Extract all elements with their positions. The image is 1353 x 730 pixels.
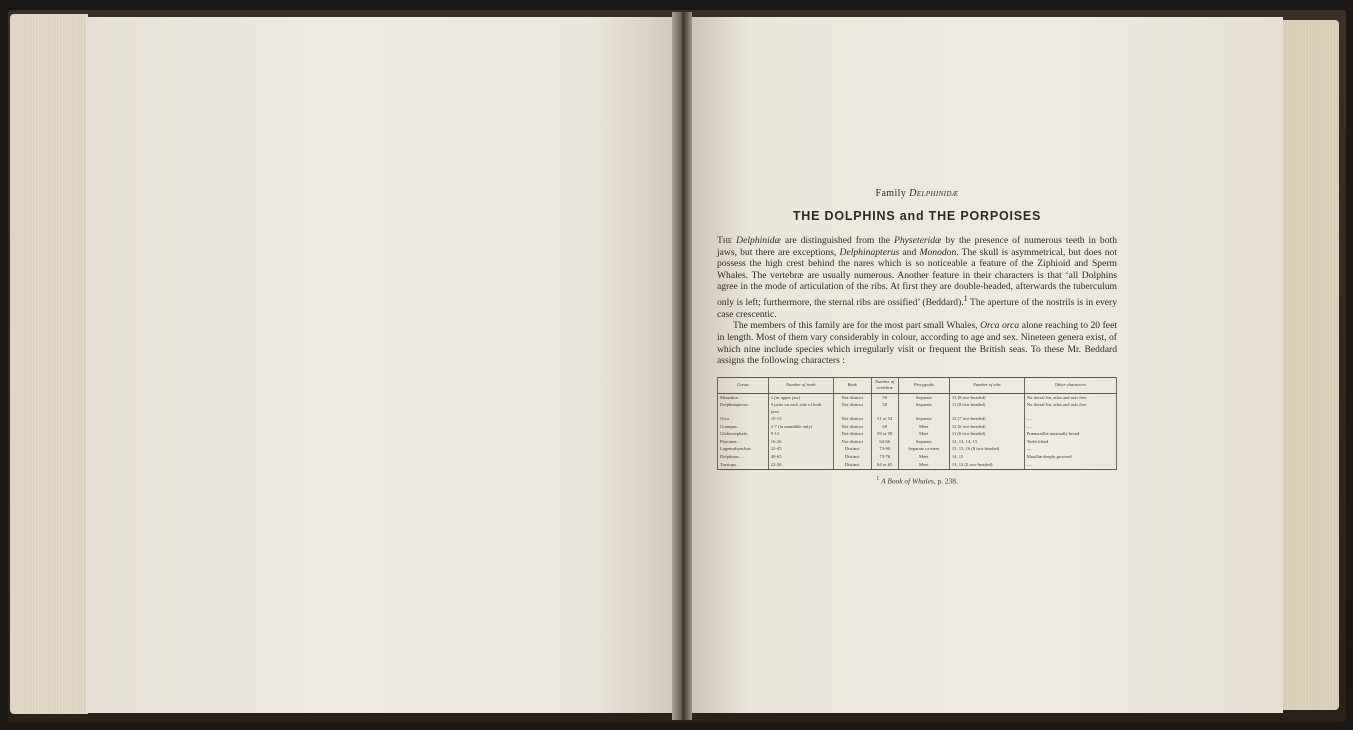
table-row bbox=[718, 446, 1117, 454]
table-cell: 12 (6 two-headed) bbox=[949, 423, 1024, 431]
table-cell: Delphinapterus . bbox=[718, 402, 769, 416]
table-cell: Lagenorhynchus bbox=[718, 446, 769, 454]
text-run: . The skull is asymmetrical, but does not possess the high crest behind the nares which is so noticeable a feature of the Ziphioid and Sperm Whales. The vertebræ are usually numerous. Another feature in their characters is that ‘all Dolphins agree in the mode of articulation of the ribs. At first they are double-headed, afterwards the tuberculum only is left; furthermore, the sternal ribs are ossified’ (Beddard). bbox=[717, 246, 1118, 309]
table-cell: Separate bbox=[898, 416, 949, 424]
italic-term: Orca orca bbox=[980, 320, 1020, 332]
table-cell: — bbox=[1024, 446, 1116, 454]
table-cell: 64-66 bbox=[871, 438, 898, 446]
page-content bbox=[717, 188, 1117, 493]
table-cell: 50 bbox=[871, 402, 898, 416]
running-header bbox=[717, 188, 1117, 199]
table-cell: Tursiops . . bbox=[718, 461, 769, 469]
table-row bbox=[718, 402, 1117, 416]
table-cell: Distinct bbox=[833, 446, 871, 454]
column-header: Beak bbox=[833, 377, 871, 393]
paragraph-1 bbox=[717, 235, 1117, 320]
table-cell: 73-90 bbox=[871, 446, 898, 454]
italic-term: Delphinapterus bbox=[839, 246, 900, 258]
footnote-marker: 1 bbox=[963, 293, 968, 303]
table-cell: Orca . . bbox=[718, 416, 769, 424]
table-cell: Separate or meet bbox=[898, 446, 949, 454]
italic-term: Physeteridæ bbox=[894, 235, 942, 246]
opening-word: The bbox=[717, 235, 733, 246]
table-row bbox=[718, 431, 1117, 439]
column-header: Genus bbox=[718, 377, 769, 393]
table-cell: Distinct bbox=[833, 461, 871, 469]
table-cell: No dorsal fin; atlas and axis free bbox=[1024, 393, 1116, 401]
table-cell: Præmaxillæ unusually broad bbox=[1024, 431, 1116, 439]
table-cell: Monodon . . bbox=[718, 393, 769, 401]
family-name: Delphinidæ bbox=[909, 188, 959, 199]
table-cell: — bbox=[1024, 423, 1116, 431]
table-cell: Not distinct bbox=[833, 438, 871, 446]
table-cell: 22-45 bbox=[768, 446, 833, 454]
table-cell: 1 (in upper jaw) bbox=[768, 393, 833, 401]
table-cell: Not distinct bbox=[833, 402, 871, 416]
table-cell: Not distinct bbox=[833, 416, 871, 424]
table-cell: Globiocephala . bbox=[718, 431, 769, 439]
family-prefix: Family bbox=[875, 188, 907, 199]
paragraph-2 bbox=[717, 320, 1117, 366]
left-page bbox=[86, 17, 678, 713]
table-cell: 11 (8 two-headed) bbox=[949, 402, 1024, 416]
table-cell: 68 bbox=[871, 423, 898, 431]
table-cell: 2-7 (in mandible only) bbox=[768, 423, 833, 431]
table-cell: 16-26 bbox=[768, 438, 833, 446]
table-cell: Not distinct bbox=[833, 393, 871, 401]
table-cell: 15, 15, 16 (8 two-headed) bbox=[949, 446, 1024, 454]
footnote bbox=[717, 476, 1117, 485]
book-gutter bbox=[672, 12, 692, 720]
table-row bbox=[718, 453, 1117, 461]
table-cell: Not distinct bbox=[833, 423, 871, 431]
table-cell: 9 pairs on each side of both jaws bbox=[768, 402, 833, 416]
table-cell: 10-13 bbox=[768, 416, 833, 424]
table-cell: Meet bbox=[898, 431, 949, 439]
text-run: The members of this family are for the most part small Whales, bbox=[733, 320, 981, 332]
table-row bbox=[718, 416, 1117, 424]
table-cell: Delphinus . . bbox=[718, 453, 769, 461]
text-run: are distinguished from the bbox=[780, 235, 895, 246]
table-row bbox=[718, 461, 1117, 469]
table-cell: Not distinct bbox=[833, 431, 871, 439]
table-cell: Meet bbox=[898, 461, 949, 469]
footnote-title: A Book of Whales bbox=[881, 476, 934, 486]
text-run: and bbox=[899, 246, 920, 258]
table-row bbox=[718, 393, 1117, 401]
table-cell: 9-12 bbox=[768, 431, 833, 439]
left-page-edges bbox=[10, 14, 88, 714]
characters-table bbox=[717, 377, 1117, 470]
text-run: by the presence of numerous teeth in both jaws, but there are exceptions, bbox=[717, 235, 1117, 258]
table-cell: Separate bbox=[898, 393, 949, 401]
table-cell: Grampus . bbox=[718, 423, 769, 431]
table-header-row bbox=[718, 377, 1117, 393]
table-cell: Meet bbox=[898, 453, 949, 461]
table-cell: Meet bbox=[898, 423, 949, 431]
table-cell: 13, 12 (5 two-headed) bbox=[949, 461, 1024, 469]
table-cell: 58 or 59 bbox=[871, 431, 898, 439]
text-run: alone reaching to 20 feet in length. Most of them vary considerably in colour, according to age and sex. Nineteen genera exist, of which nine include species which irregularly visit or frequent the British seas. To these Mr. Beddard assigns the following characters : bbox=[717, 320, 1117, 367]
column-header: Other characters bbox=[1024, 377, 1116, 393]
column-header: Number of ribs bbox=[949, 377, 1024, 393]
table-cell: — bbox=[1024, 461, 1116, 469]
italic-term: Delphinidæ bbox=[736, 235, 781, 246]
table-cell: — bbox=[1024, 416, 1116, 424]
table-cell: Distinct bbox=[833, 453, 871, 461]
table-cell: 50 bbox=[871, 393, 898, 401]
table-cell: 12 (7 two-headed) bbox=[949, 416, 1024, 424]
column-header: Pterygoids bbox=[898, 377, 949, 393]
table-cell: 12 (8 two-headed) bbox=[949, 393, 1024, 401]
table-cell: Phocæna . . bbox=[718, 438, 769, 446]
table-row bbox=[718, 438, 1117, 446]
italic-term: Monodon bbox=[919, 246, 957, 258]
table-cell: Separate bbox=[898, 402, 949, 416]
table-cell: 12, 13, 14, 15 bbox=[949, 438, 1024, 446]
table-row bbox=[718, 423, 1117, 431]
text-run: The aperture of the nostrils is in every case crescentic. bbox=[717, 297, 1118, 320]
table-cell: Teeth lobed bbox=[1024, 438, 1116, 446]
right-page-edges bbox=[1283, 20, 1339, 710]
table-cell: No dorsal fin; atlas and axis free bbox=[1024, 402, 1116, 416]
column-header: Number of vertebræ bbox=[871, 377, 898, 393]
table-cell: 40-65 bbox=[768, 453, 833, 461]
footnote-mark: 1 bbox=[876, 475, 880, 482]
table-cell: 64 or 65 bbox=[871, 461, 898, 469]
table-cell: 14, 15 bbox=[949, 453, 1024, 461]
table-cell: 11 (6 two-headed) bbox=[949, 431, 1024, 439]
table-cell: Separate bbox=[898, 438, 949, 446]
table-cell: 51 or 52 bbox=[871, 416, 898, 424]
column-header: Number of teeth bbox=[768, 377, 833, 393]
page-title: THE DOLPHINS and THE PORPOISES bbox=[792, 209, 1042, 223]
table-cell: Maxillæ deeply grooved bbox=[1024, 453, 1116, 461]
table-cell: 73-76 bbox=[871, 453, 898, 461]
table-cell: 22-26 bbox=[768, 461, 833, 469]
footnote-ref: , p. 238. bbox=[933, 476, 958, 486]
